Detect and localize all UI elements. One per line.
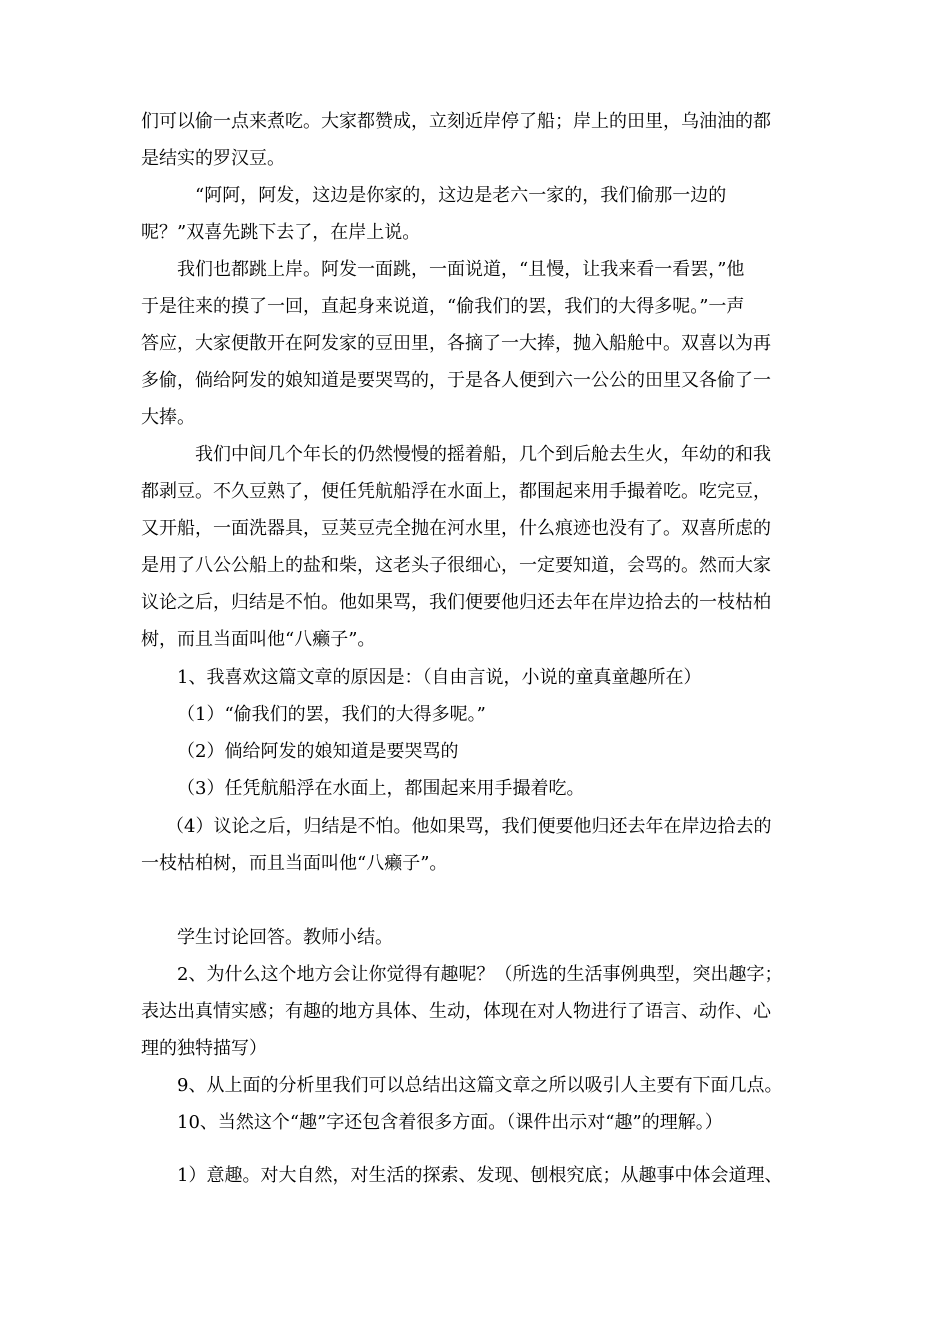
text-line: 议论之后，归结是不怕。他如果骂，我们便要他归还去年在岸边拾去的一枝枯柏 — [141, 592, 771, 613]
text-line: 我们中间几个年长的仍然慢慢的摇着船，几个到后舱去生火，年幼的和我 — [195, 444, 771, 465]
text-line: 呢？”双喜先跳下去了，在岸上说。 — [141, 222, 421, 243]
text-line: 都剥豆。不久豆熟了，便任凭航船浮在水面上，都围起来用手撮着吃。吃完豆， — [141, 481, 771, 502]
text-line: 答应，大家便散开在阿发家的豆田里，各摘了一大捧，抛入船舱中。双喜以为再 — [141, 333, 771, 354]
text-line: 于是往来的摸了一回，直起身来说道，“偷我们的罢，我们的大得多呢。”一声 — [141, 296, 745, 317]
text-line: 学生讨论回答。教师小结。 — [177, 927, 393, 948]
text-line: 1）意趣。对大自然，对生活的探索、发现、刨根究底；从趣事中体会道理、 — [177, 1165, 783, 1186]
text-line: 一枝枯柏树，而且当面叫他“八癞子”。 — [141, 853, 448, 874]
text-line: 10、当然这个“趣”字还包含着很多方面。（课件出示对“趣”的理解。） — [177, 1112, 723, 1133]
text-line: 1、我喜欢这篇文章的原因是：（自由言说，小说的童真童趣所在） — [177, 667, 702, 688]
text-line: 2、为什么这个地方会让你觉得有趣呢？（所选的生活事例典型，突出趣字； — [177, 964, 783, 985]
text-line: “阿阿，阿发，这边是你家的，这边是老六一家的，我们偷那一边的 — [195, 185, 727, 206]
text-line: 是用了八公公船上的盐和柴，这老头子很细心，一定要知道，会骂的。然而大家 — [141, 555, 771, 576]
text-line: 是结实的罗汉豆。 — [141, 148, 285, 169]
text-line: 9、从上面的分析里我们可以总结出这篇文章之所以吸引人主要有下面几点。 — [177, 1075, 783, 1096]
text-line: （1）“偷我们的罢，我们的大得多呢。” — [177, 704, 486, 725]
text-line: 树，而且当面叫他“八癞子”。 — [141, 629, 376, 650]
text-line: 大捧。 — [141, 407, 195, 428]
text-line: 表达出真情实感；有趣的地方具体、生动，体现在对人物进行了语言、动作、心 — [141, 1001, 771, 1022]
text-line: （2）倘给阿发的娘知道是要哭骂的 — [177, 741, 459, 762]
text-line: 理的独特描写） — [141, 1038, 267, 1059]
text-line: （3）任凭航船浮在水面上，都围起来用手撮着吃。 — [177, 778, 585, 799]
text-line: 我们也都跳上岸。阿发一面跳，一面说道，“且慢，让我来看一看罢，”他 — [177, 259, 745, 280]
text-line: 们可以偷一点来煮吃。大家都赞成，立刻近岸停了船；岸上的田里，乌油油的都 — [141, 111, 771, 132]
text-line: 又开船，一面洗器具，豆荚豆壳全抛在河水里，什么痕迹也没有了。双喜所虑的 — [141, 518, 771, 539]
text-line: （4）议论之后，归结是不怕。他如果骂，我们便要他归还去年在岸边拾去的 — [166, 816, 772, 837]
text-line: 多偷，倘给阿发的娘知道是要哭骂的，于是各人便到六一公公的田里又各偷了一 — [141, 370, 771, 391]
